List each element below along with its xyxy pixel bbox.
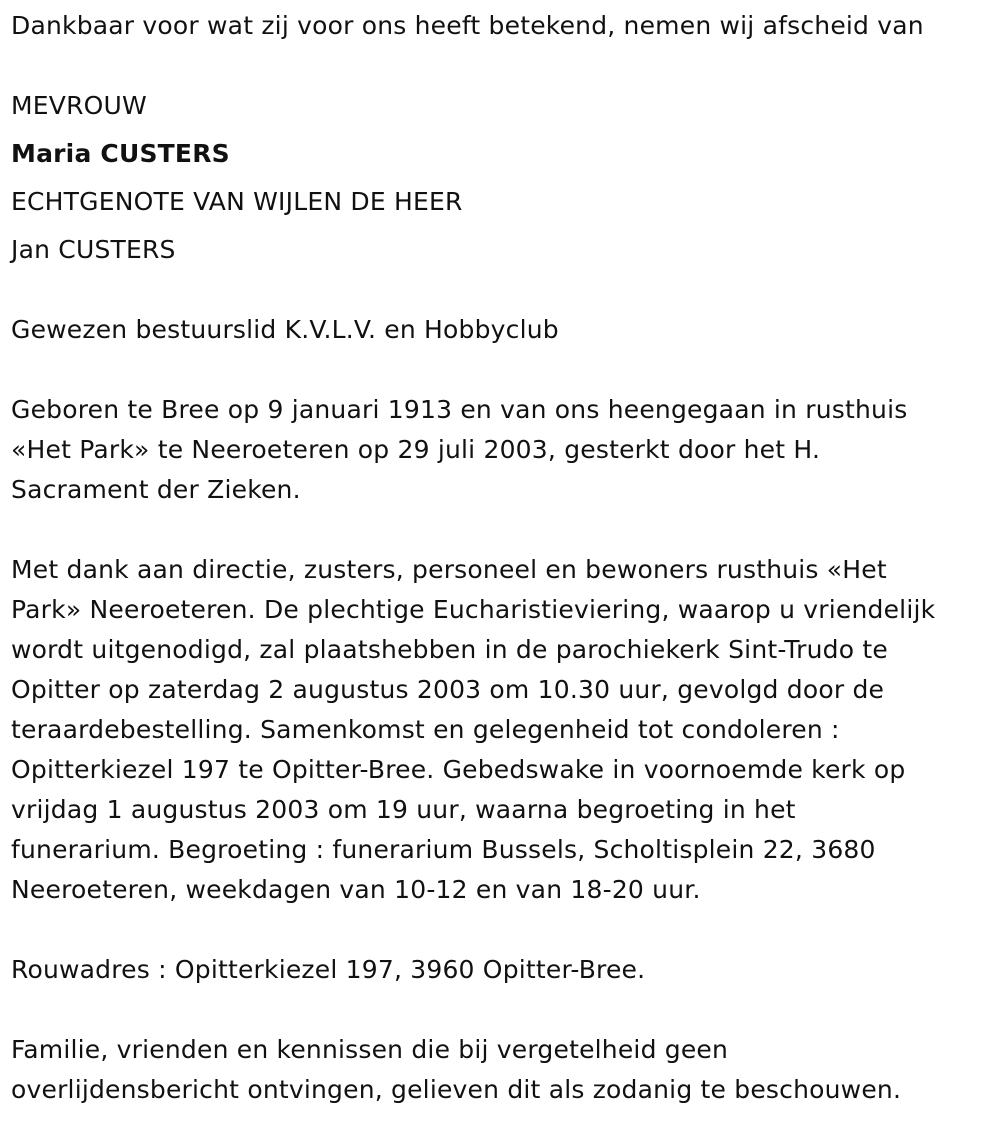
paragraph-line: Met dank aan directie, zusters, personeel en bewoners rusthuis «Het [11, 555, 887, 584]
spouse-name: Jan CUSTERS [11, 235, 176, 264]
paragraph-line: «Het Park» te Neeroeteren op 29 juli 2003, gesterkt door het H. [11, 435, 821, 464]
paragraph-line: Sacrament der Zieken. [11, 475, 301, 504]
paragraph-line: wordt uitgenodigd, zal plaatshebben in de parochiekerk Sint-Trudo te [11, 635, 888, 664]
paragraph-line: Opitterkiezel 197 te Opitter-Bree. Gebedswake in voornoemde kerk op [11, 755, 906, 784]
paragraph-line: vrijdag 1 augustus 2003 om 19 uur, waarna begroeting in het [11, 795, 796, 824]
spouse-title: ECHTGENOTE VAN WIJLEN DE HEER [11, 187, 463, 216]
paragraph-line: Neeroeteren, weekdagen van 10-12 en van 18-20 uur. [11, 875, 701, 904]
paragraph-line: overlijdensbericht ontvingen, gelieven dit als zodanig te beschouwen. [11, 1075, 902, 1104]
deceased-name: Maria CUSTERS [11, 139, 230, 168]
honorific: MEVROUW [11, 91, 147, 120]
paragraph-line: Geboren te Bree op 9 januari 1913 en van ons heengegaan in rusthuis [11, 395, 908, 424]
closing-paragraph [11, 1030, 996, 1110]
ceremony-paragraph [11, 550, 996, 910]
paragraph-line: funerarium. Begroeting : funerarium Bussels, Scholtisplein 22, 3680 [11, 835, 876, 864]
paragraph-line: Familie, vrienden en kennissen die bij vergetelheid geen [11, 1035, 729, 1064]
mourning-address: Rouwadres : Opitterkiezel 197, 3960 Opitter-Bree. [11, 955, 646, 984]
paragraph-line: Opitter op zaterdag 2 augustus 2003 om 10.30 uur, gevolgd door de [11, 675, 885, 704]
paragraph-line: Park» Neeroeteren. De plechtige Eucharistieviering, waarop u vriendelijk [11, 595, 936, 624]
paragraph-line: teraardebestelling. Samenkomst en gelegenheid tot condoleren : [11, 715, 840, 744]
birth-death-paragraph [11, 390, 996, 510]
role-text: Gewezen bestuurslid K.V.L.V. en Hobbyclub [11, 315, 559, 344]
intro-text: Dankbaar voor wat zij voor ons heeft betekend, nemen wij afscheid van [11, 11, 924, 40]
